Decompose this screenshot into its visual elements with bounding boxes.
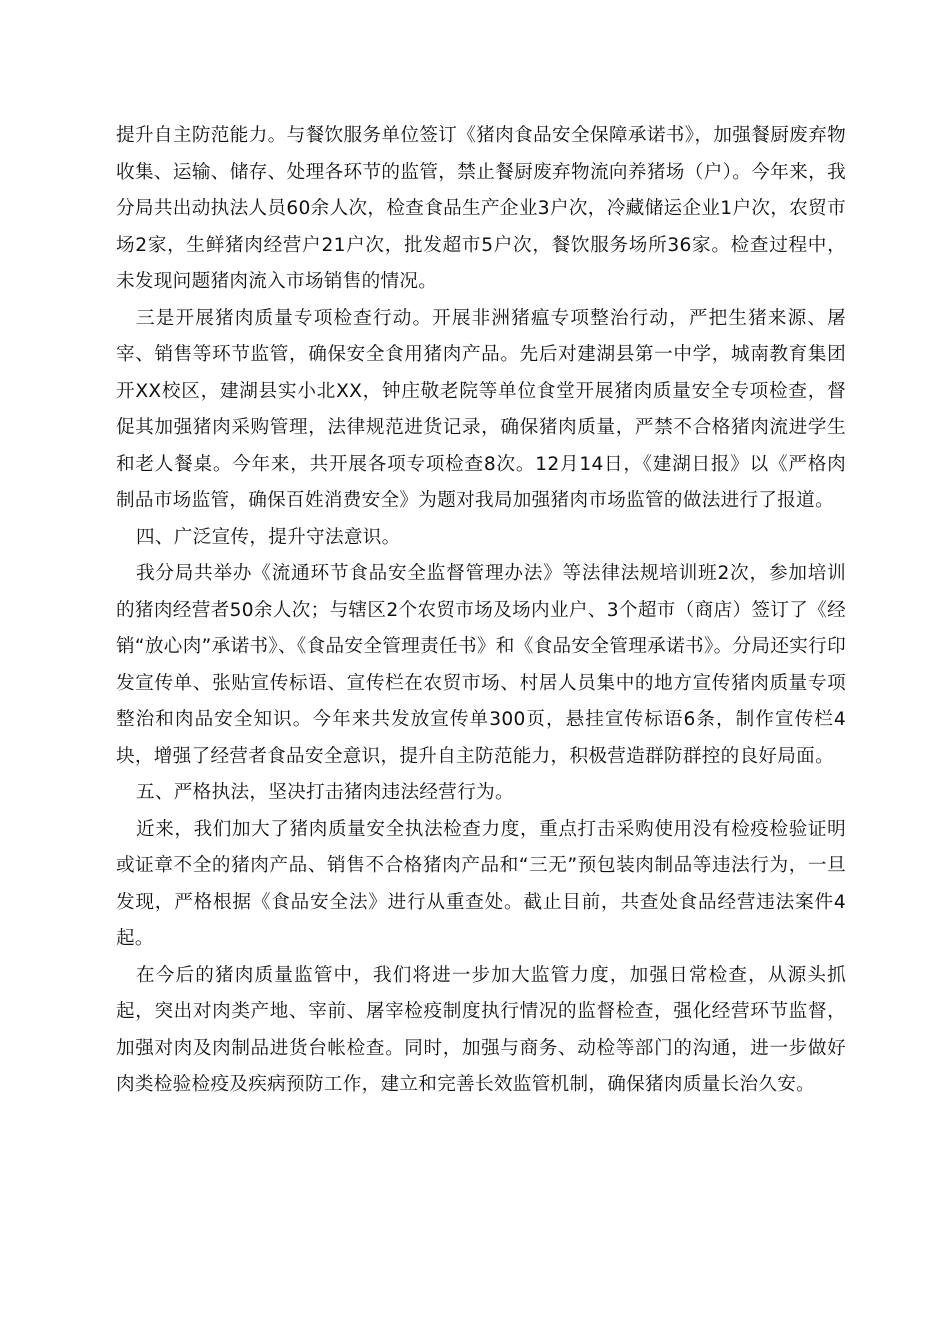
paragraph-future-plan: 在今后的猪肉质量监管中，我们将进一步加大监管力度，加强日常检查，从源头抓起，突出对肉类产地、宰前、屠宰检疫制度执行情况的监督检查，强化经营环节监督，加强对肉及肉制品进货台帐检查。同时，加强与商务、动检等部门的沟通，进一步做好肉类检验检疫及疾病预防工作，建立和完善长效监管机制，确保猪肉质量长治久安。	[116, 964, 846, 1095]
paragraph-publicity: 我分局共举办《流通环节食品安全监督管理办法》等法律法规培训班2次，参加培训的猪肉经营者50余人次；与辖区2个农贸市场及场内业户、3个超市（商店）签订了《经销“放心肉”承诺书》、《食品安全管理责任书》和《食品安全管理承诺书》。分局还实行印发宣传单、张贴宣传标语、宣传栏在农贸市场、村居人员集中的地方宣传猪肉质量专项整治和肉品安全知识。今年来共发放宣传单300页，悬挂宣传标语6条，制作宣传栏4块，增强了经营者食品安全意识，提升自主防范能力，积极营造群防群控的良好局面。	[116, 563, 846, 767]
document-body	[116, 118, 846, 1104]
section-heading-enforcement: 五、严格执法，坚决打击猪肉违法经营行为。	[136, 782, 514, 803]
paragraph-enforcement: 近来，我们加大了猪肉质量安全执法检查力度，重点打击采购使用没有检疫检验证明或证章不全的猪肉产品、销售不合格猪肉产品和“三无”预包装肉制品等违法行为，一旦发现，严格根据《食品安全法》进行从重查处。截止目前，共查处食品经营违法案件4起。	[116, 818, 846, 949]
paragraph-inspection-summary: 提升自主防范能力。与餐饮服务单位签订《猪肉食品安全保障承诺书》，加强餐厨废弃物收集、运输、储存、处理各环节的监管，禁止餐厨废弃物流向养猪场（户）。今年来，我分局共出动执法人员60余人次，检查食品生产企业3户次，冷藏储运企业1户次，农贸市场2家，生鲜猪肉经营户21户次，批发超市5户次，餐饮服务场所36家。检查过程中，未发现问题猪肉流入市场销售的情况。	[116, 125, 846, 292]
paragraph-special-inspection: 三是开展猪肉质量专项检查行动。开展非洲猪瘟专项整治行动，严把生猪来源、屠宰、销售等环节监管，确保安全食用猪肉产品。先后对建湖县第一中学，城南教育集团开XX校区，建湖县实小北XX，钟庄敬老院等单位食堂开展猪肉质量安全专项检查，督促其加强猪肉采购管理，法律规范进货记录，确保猪肉质量，严禁不合格猪肉流进学生和老人餐桌。今年来，共开展各项专项检查8次。12月14日，《建湖日报》以《严格肉制品市场监管，确保百姓消费安全》为题对我局加强猪肉市场监管的做法进行了报道。	[116, 307, 846, 511]
section-heading-publicity: 四、广泛宣传，提升守法意识。	[136, 526, 401, 548]
